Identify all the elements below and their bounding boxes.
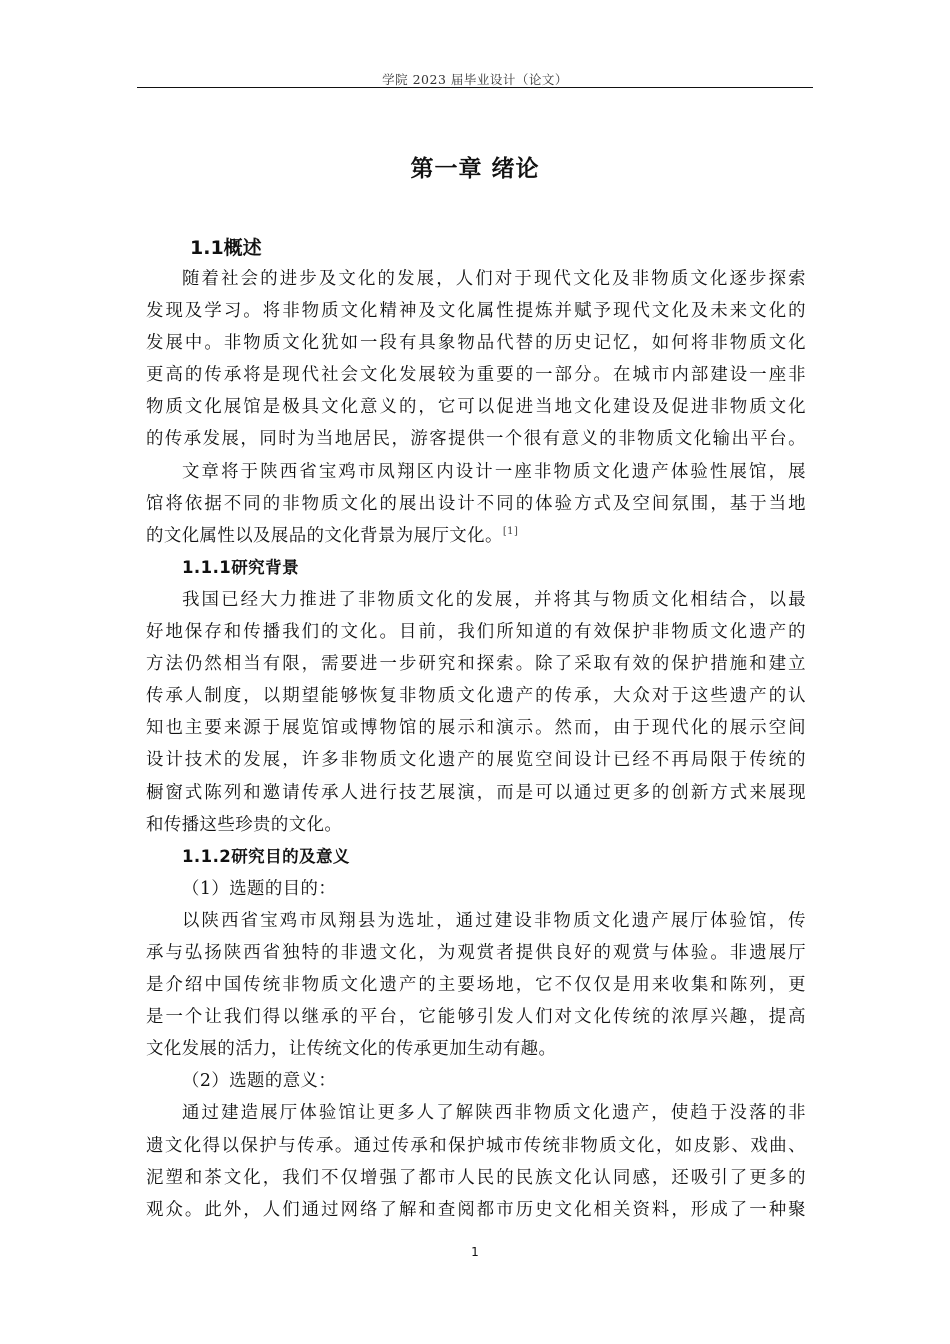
- body-line: 橱窗式陈列和邀请传承人进行技艺展演，而是可以通过更多的创新方式来展现: [146, 782, 806, 803]
- body-line-with-citation: [146, 520, 806, 552]
- chapter-title: 第一章 绪论: [410, 156, 540, 182]
- body-line: 我国已经大力推进了非物质文化的发展，并将其与物质文化相结合，以最: [182, 589, 806, 610]
- body-line: 设计技术的发展，许多非物质文化遗产的展览空间设计已经不再局限于传统的: [146, 750, 806, 771]
- body-line: 更高的传承将是现代社会文化发展较为重要的一部分。在城市内部建设一座非: [146, 365, 806, 386]
- body-line: 传承人制度，以期望能够恢复非物质文化遗产的传承，大众对于这些遗产的认: [146, 686, 806, 707]
- body-line: 好地保存和传播我们的文化。目前，我们所知道的有效保护非物质文化遗产的: [146, 622, 806, 643]
- body-line: 馆将依据不同的非物质文化的展出设计不同的体验方式及空间氛围，基于当地: [146, 493, 806, 514]
- body-line: 是一个让我们得以继承的平台，它能够引发人们对文化传统的浓厚兴趣，提高: [146, 1007, 806, 1028]
- body-line: 文章将于陕西省宝鸡市凤翔区内设计一座非物质文化遗产体验性展馆，展: [182, 461, 806, 482]
- item-label-purpose: （1）选题的目的：: [182, 878, 337, 899]
- body-line: 和传播这些珍贵的文化。: [146, 814, 343, 835]
- header-rule: [137, 87, 813, 88]
- subsection-heading-research-purpose: 1.1.2研究目的及意义: [182, 846, 350, 866]
- body-line: 遗文化得以保护与传承。通过传承和保护城市传统非物质文化，如皮影、戏曲、: [146, 1135, 806, 1156]
- body-line: 发展中。非物质文化犹如一段有具象物品代替的历史记忆，如何将非物质文化: [146, 333, 806, 354]
- page-header: 学院 2023 届毕业设计（论文）: [382, 72, 568, 87]
- body-line: 发现及学习。将非物质文化精神及文化属性提炼并赋予现代文化及未来文化的: [146, 301, 806, 322]
- body-text: [146, 263, 806, 1226]
- body-line: 以陕西省宝鸡市凤翔县为选址，通过建设非物质文化遗产展厅体验馆，传: [182, 910, 806, 931]
- body-line: 是介绍中国传统非物质文化遗产的主要场地，它不仅仅是用来收集和陈列，更: [146, 975, 806, 996]
- section-title: 1.1概述: [190, 237, 262, 259]
- citation-marker: [1]: [502, 525, 519, 537]
- body-line: 泥塑和茶文化，我们不仅增强了都市人民的民族文化认同感，还吸引了更多的: [146, 1167, 806, 1188]
- body-line: 方法仍然相当有限，需要进一步研究和探索。除了采取有效的保护措施和建立: [146, 654, 806, 675]
- body-line: 承与弘扬陕西省独特的非遗文化，为观赏者提供良好的观赏与体验。非遗展厅: [146, 942, 806, 963]
- body-line: 随着社会的进步及文化的发展，人们对于现代文化及非物质文化逐步探索: [182, 269, 806, 289]
- item-label-significance: （2）选题的意义：: [182, 1071, 337, 1092]
- body-line: 知也主要来源于展览馆或博物馆的展示和演示。然而，由于现代化的展示空间: [146, 718, 806, 739]
- body-line: 观众。此外，人们通过网络了解和查阅都市历史文化相关资料，形成了一种聚: [146, 1199, 806, 1220]
- body-line-text: 的文化属性以及展品的文化背景为展厅文化。: [146, 525, 503, 546]
- body-line: 物质文化展馆是极具文化意义的，它可以促进当地文化建设及促进非物质文化: [146, 397, 806, 418]
- page-number: 1: [471, 1245, 479, 1259]
- body-line: 的传承发展，同时为当地居民，游客提供一个很有意义的非物质文化输出平台。: [146, 429, 806, 450]
- subsection-heading-research-background: 1.1.1研究背景: [182, 557, 300, 577]
- body-line: 文化发展的活力，让传统文化的传承更加生动有趣。: [146, 1039, 557, 1060]
- body-line: 通过建造展厅体验馆让更多人了解陕西非物质文化遗产，使趋于没落的非: [182, 1103, 806, 1124]
